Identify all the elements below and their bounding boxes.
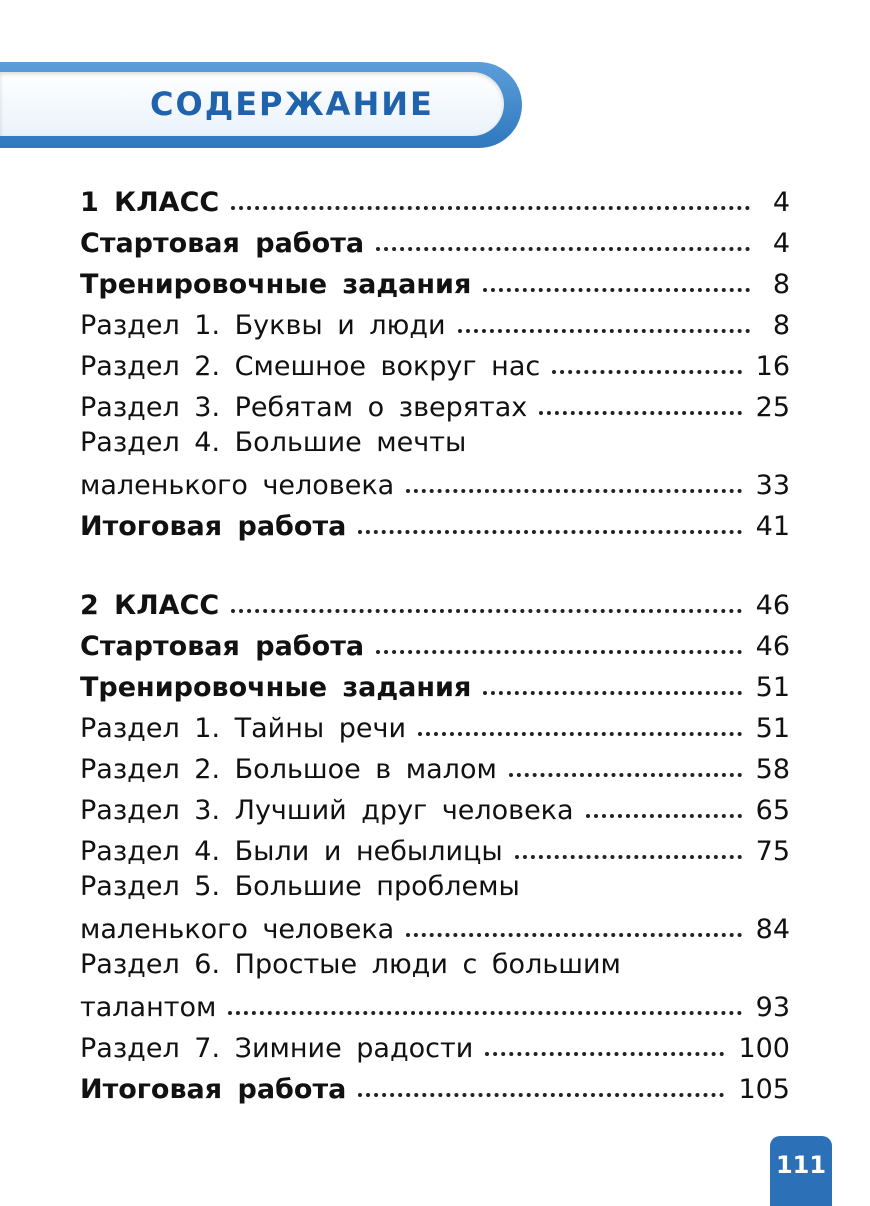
toc-page-number: 4	[772, 228, 790, 259]
toc-entry-class1-section-3[interactable]	[80, 383, 790, 424]
toc-entry-label: Раздел 7. Зимние радости	[80, 1033, 474, 1064]
page-number: 111	[775, 1151, 827, 1179]
toc-entry-class2-section-6[interactable]	[80, 946, 790, 1024]
dot-leader	[406, 933, 741, 937]
dot-leader	[483, 691, 741, 695]
toc-page-number: 16	[755, 351, 790, 382]
dot-leader	[376, 650, 742, 654]
toc-entry-label-line2: маленького человека	[80, 914, 395, 945]
dot-leader	[539, 411, 741, 415]
toc-entry-label: Раздел 3. Ребятам о зверятах	[80, 392, 528, 423]
toc-entry-class2-section-3[interactable]	[80, 786, 790, 827]
toc-page-number: 93	[755, 992, 790, 1023]
toc-page-number: 75	[755, 836, 790, 867]
toc-entry-label: Тренировочные задания	[80, 672, 472, 703]
dot-leader	[418, 732, 742, 736]
page-title: СОДЕРЖАНИЕ	[150, 85, 434, 123]
toc-entry-label: Раздел 4. Были и небылицы	[80, 836, 503, 867]
toc-entry-class1-final[interactable]	[80, 502, 790, 543]
toc-entry-class1-section-2[interactable]	[80, 342, 790, 383]
dot-leader	[231, 609, 741, 613]
toc-page-number: 100	[738, 1033, 790, 1064]
dot-leader	[485, 1052, 724, 1056]
table-of-contents	[80, 178, 790, 1106]
toc-entry-class2-section-2[interactable]	[80, 745, 790, 786]
toc-page-number: 46	[755, 631, 790, 662]
toc-entry-label: Итоговая работа	[80, 511, 347, 542]
toc-entry-class1-heading[interactable]	[80, 178, 790, 219]
dot-leader	[358, 530, 741, 534]
dot-leader	[552, 370, 741, 374]
page-number-tab	[770, 1136, 832, 1206]
toc-entry-label: Раздел 1. Буквы и люди	[80, 310, 446, 341]
toc-page-number: 105	[738, 1074, 790, 1105]
toc-entry-class1-section-1[interactable]	[80, 301, 790, 342]
toc-page-number: 84	[755, 914, 790, 945]
toc-page-number: 8	[772, 269, 790, 300]
toc-page-number: 46	[755, 590, 790, 621]
toc-entry-label: Раздел 1. Тайны речи	[80, 713, 407, 744]
toc-entry-class2-section-4[interactable]	[80, 827, 790, 868]
toc-page-number: 41	[755, 511, 790, 542]
toc-entry-class2-heading[interactable]	[80, 581, 790, 622]
toc-entry-label: Раздел 2. Смешное вокруг нас	[80, 351, 541, 382]
toc-entry-label: 2 КЛАСС	[80, 590, 220, 621]
dot-leader	[509, 773, 742, 777]
toc-entry-class2-section-7[interactable]	[80, 1024, 790, 1065]
toc-entry-label: Итоговая работа	[80, 1074, 347, 1105]
dot-leader	[228, 1011, 741, 1015]
toc-entry-label: Стартовая работа	[80, 228, 365, 259]
toc-entry-class2-final[interactable]	[80, 1065, 790, 1106]
toc-entry-label-line2: талантом	[80, 992, 217, 1023]
toc-entry-class2-training[interactable]	[80, 663, 790, 704]
toc-entry-label: Раздел 2. Большое в малом	[80, 754, 497, 785]
toc-entry-label-line1: Раздел 4. Большие мечты	[80, 427, 467, 458]
toc-page-number: 8	[772, 310, 790, 341]
dot-leader	[458, 329, 750, 333]
toc-entry-class2-section-5[interactable]	[80, 868, 790, 946]
toc-page-number: 25	[755, 392, 790, 423]
header-banner	[0, 62, 522, 148]
toc-page-number: 51	[755, 713, 790, 744]
dot-leader	[483, 288, 750, 292]
toc-entry-label: Тренировочные задания	[80, 269, 472, 300]
toc-entry-label-line2: маленького человека	[80, 470, 395, 501]
toc-entry-label: Раздел 3. Лучший друг человека	[80, 795, 574, 826]
section-spacer	[80, 543, 790, 581]
toc-entry-class1-section-4[interactable]	[80, 424, 790, 502]
toc-page-number: 4	[772, 187, 790, 218]
toc-page-number: 65	[755, 795, 790, 826]
toc-page-number: 58	[755, 754, 790, 785]
toc-entry-label-line1: Раздел 5. Большие проблемы	[80, 871, 520, 902]
toc-entry-label: Стартовая работа	[80, 631, 365, 662]
toc-entry-class1-start[interactable]	[80, 219, 790, 260]
toc-entry-class2-start[interactable]	[80, 622, 790, 663]
toc-entry-class2-section-1[interactable]	[80, 704, 790, 745]
dot-leader	[406, 489, 741, 493]
toc-entry-class1-training[interactable]	[80, 260, 790, 301]
toc-page-number: 51	[755, 672, 790, 703]
toc-page-number: 33	[755, 470, 790, 501]
dot-leader	[376, 247, 750, 251]
dot-leader	[231, 206, 750, 210]
dot-leader	[586, 814, 742, 818]
dot-leader	[358, 1093, 724, 1097]
toc-entry-label: 1 КЛАСС	[80, 187, 220, 218]
dot-leader	[515, 855, 742, 859]
toc-entry-label-line1: Раздел 6. Простые люди с большим	[80, 949, 621, 980]
